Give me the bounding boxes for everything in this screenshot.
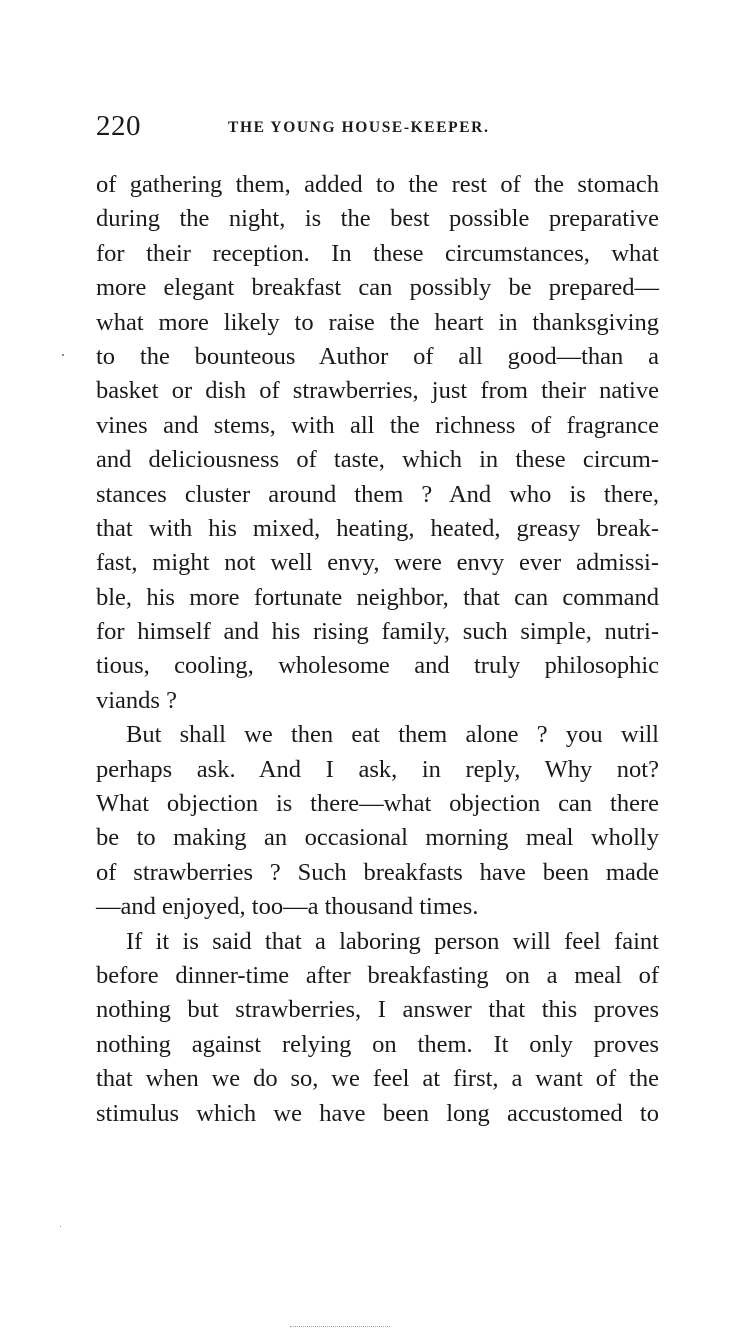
- text-line: and deliciousness of taste, which in these circum-: [96, 446, 659, 474]
- body-text: [96, 168, 659, 1131]
- page-header: [96, 108, 676, 148]
- scan-speck: [62, 354, 64, 356]
- text-line: during the night, is the best possible preparative: [96, 205, 659, 233]
- text-line: perhaps ask. And I ask, in reply, Why not?: [96, 755, 659, 783]
- text-line: ble, his more fortunate neighbor, that can command: [96, 583, 659, 611]
- text-line: to the bounteous Author of all good—than a: [96, 342, 659, 370]
- text-line: viands ?: [96, 686, 177, 714]
- text-line: nothing but strawberries, I answer that this proves: [96, 996, 659, 1024]
- text-line: for their reception. In these circumstances, what: [96, 239, 659, 267]
- text-line: what more likely to raise the heart in thanksgiving: [96, 308, 659, 336]
- text-line: But shall we then eat them alone ? you will: [126, 721, 659, 749]
- scan-speck: [60, 1226, 61, 1227]
- text-line: vines and stems, with all the richness of fragrance: [96, 411, 659, 439]
- paragraph-2: [96, 718, 659, 924]
- text-line: fast, might not well envy, were envy ever admissi-: [96, 549, 659, 577]
- text-line: before dinner-time after breakfasting on a meal of: [96, 961, 659, 989]
- text-line: more elegant breakfast can possibly be prepared—: [96, 274, 659, 302]
- text-line: that when we do so, we feel at first, a want of the: [96, 1065, 659, 1093]
- text-line: —and enjoyed, too—a thousand times.: [96, 893, 479, 921]
- text-line: stimulus which we have been long accustomed to: [96, 1099, 659, 1127]
- text-line: tious, cooling, wholesome and truly philosophic: [96, 652, 659, 680]
- text-line: that with his mixed, heating, heated, greasy break-: [96, 514, 659, 542]
- text-line: nothing against relying on them. It only proves: [96, 1030, 659, 1058]
- text-line: of strawberries ? Such breakfasts have been made: [96, 858, 659, 886]
- text-line: If it is said that a laboring person will feel faint: [126, 927, 659, 955]
- text-line: stances cluster around them ? And who is there,: [96, 480, 659, 508]
- text-line: for himself and his rising family, such simple, nutri-: [96, 618, 659, 646]
- text-line: What objection is there—what objection can there: [96, 790, 659, 818]
- scan-artifact: [290, 1326, 390, 1329]
- text-line: basket or dish of strawberries, just from their native: [96, 377, 659, 405]
- text-line: be to making an occasional morning meal wholly: [96, 824, 659, 852]
- text-line: of gathering them, added to the rest of the stomach: [96, 171, 659, 198]
- running-head: THE YOUNG HOUSE-KEEPER.: [228, 119, 490, 136]
- page-number: 220: [96, 110, 141, 142]
- paragraph-1: [96, 168, 659, 718]
- paragraph-3: [96, 925, 659, 1131]
